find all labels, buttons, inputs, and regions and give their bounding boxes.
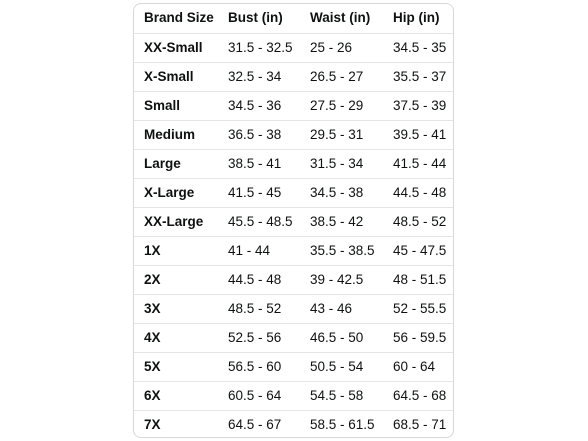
bust-cell: 44.5 - 48 — [228, 272, 282, 287]
bust-cell: 56.5 - 60 — [228, 359, 282, 374]
size-chart-table — [133, 3, 454, 438]
brand-size-cell: 4X — [144, 330, 161, 345]
hip-cell: 39.5 - 41 — [393, 127, 447, 142]
hip-cell: 34.5 - 35 — [393, 40, 447, 55]
bust-cell: 48.5 - 52 — [228, 301, 282, 316]
hip-cell: 68.5 - 71 — [393, 417, 447, 432]
waist-cell: 38.5 - 42 — [310, 214, 364, 229]
table-header-row — [134, 4, 453, 33]
table-row — [134, 178, 453, 207]
waist-cell: 29.5 - 31 — [310, 127, 364, 142]
hip-cell: 41.5 - 44 — [393, 156, 447, 171]
brand-size-cell: Medium — [144, 127, 196, 142]
brand-size-cell: 7X — [144, 417, 161, 432]
table-row — [134, 236, 453, 265]
waist-cell: 50.5 - 54 — [310, 359, 364, 374]
hip-cell: 48.5 - 52 — [393, 214, 447, 229]
column-header-brand-size: Brand Size — [144, 10, 214, 25]
waist-cell: 39 - 42.5 — [310, 272, 364, 287]
hip-cell: 52 - 55.5 — [393, 301, 447, 316]
bust-cell: 36.5 - 38 — [228, 127, 282, 142]
hip-cell: 37.5 - 39 — [393, 98, 447, 113]
waist-cell: 26.5 - 27 — [310, 69, 364, 84]
waist-cell: 46.5 - 50 — [310, 330, 364, 345]
brand-size-cell: 1X — [144, 243, 161, 258]
bust-cell: 34.5 - 36 — [228, 98, 282, 113]
table-row — [134, 62, 453, 91]
hip-cell: 44.5 - 48 — [393, 185, 447, 200]
brand-size-cell: Small — [144, 98, 181, 113]
bust-cell: 41.5 - 45 — [228, 185, 282, 200]
bust-cell: 64.5 - 67 — [228, 417, 282, 432]
bust-cell: 31.5 - 32.5 — [228, 40, 293, 55]
hip-cell: 56 - 59.5 — [393, 330, 447, 345]
bust-cell: 38.5 - 41 — [228, 156, 282, 171]
table-row — [134, 120, 453, 149]
table-row — [134, 207, 453, 236]
waist-cell: 54.5 - 58 — [310, 388, 364, 403]
brand-size-cell: 5X — [144, 359, 161, 374]
brand-size-cell: XX-Large — [144, 214, 204, 229]
bust-cell: 60.5 - 64 — [228, 388, 282, 403]
brand-size-cell: 6X — [144, 388, 161, 403]
table-row — [134, 91, 453, 120]
table-row — [134, 294, 453, 323]
hip-cell: 45 - 47.5 — [393, 243, 447, 258]
brand-size-cell: X-Small — [144, 69, 194, 84]
column-header-bust: Bust (in) — [228, 10, 283, 25]
waist-cell: 27.5 - 29 — [310, 98, 364, 113]
bust-cell: 32.5 - 34 — [228, 69, 282, 84]
column-header-hip: Hip (in) — [393, 10, 440, 25]
hip-cell: 64.5 - 68 — [393, 388, 447, 403]
bust-cell: 41 - 44 — [228, 243, 271, 258]
waist-cell: 58.5 - 61.5 — [310, 417, 375, 432]
bust-cell: 45.5 - 48.5 — [228, 214, 293, 229]
table-row — [134, 265, 453, 294]
table-row — [134, 323, 453, 352]
column-header-waist: Waist (in) — [310, 10, 371, 25]
bust-cell: 52.5 - 56 — [228, 330, 282, 345]
waist-cell: 43 - 46 — [310, 301, 353, 316]
table-row — [134, 33, 453, 62]
waist-cell: 35.5 - 38.5 — [310, 243, 375, 258]
brand-size-cell: XX-Small — [144, 40, 203, 55]
table-row — [134, 381, 453, 410]
waist-cell: 31.5 - 34 — [310, 156, 364, 171]
hip-cell: 35.5 - 37 — [393, 69, 447, 84]
brand-size-cell: X-Large — [144, 185, 195, 200]
brand-size-cell: Large — [144, 156, 181, 171]
table-row — [134, 149, 453, 178]
table-row — [134, 410, 453, 438]
hip-cell: 60 - 64 — [393, 359, 436, 374]
waist-cell: 25 - 26 — [310, 40, 353, 55]
waist-cell: 34.5 - 38 — [310, 185, 364, 200]
brand-size-cell: 2X — [144, 272, 161, 287]
hip-cell: 48 - 51.5 — [393, 272, 447, 287]
brand-size-cell: 3X — [144, 301, 161, 316]
table-row — [134, 352, 453, 381]
